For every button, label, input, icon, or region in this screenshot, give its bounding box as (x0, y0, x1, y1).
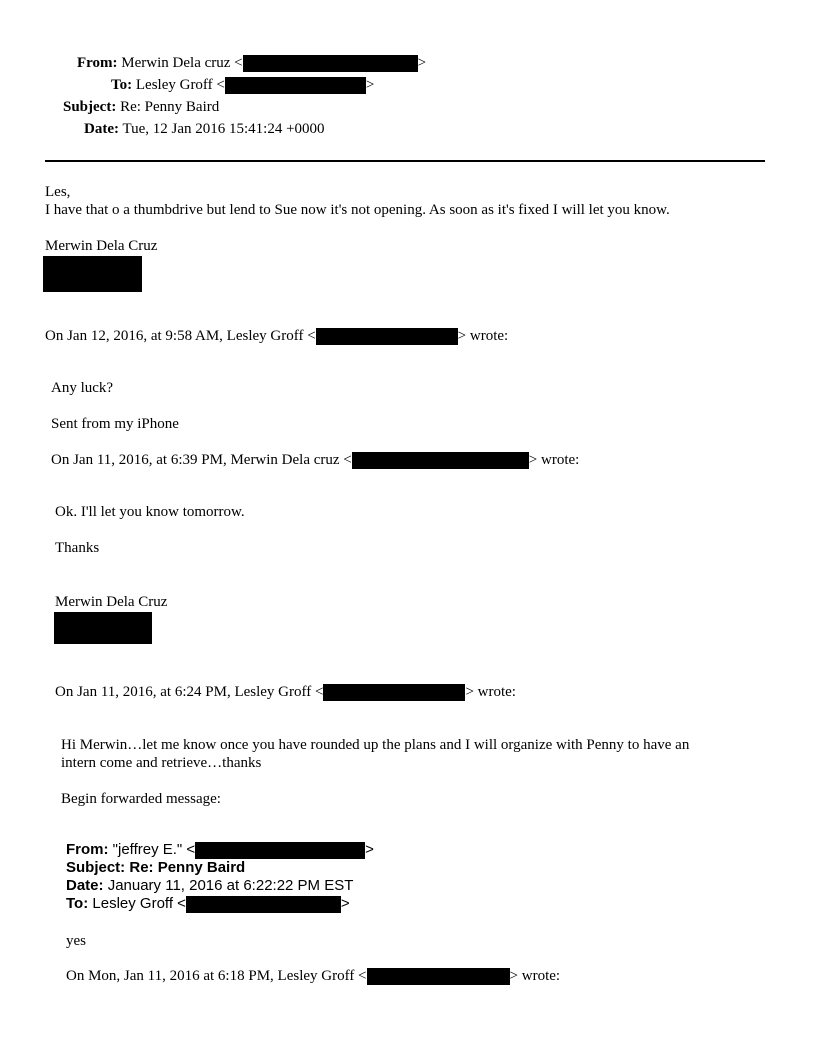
fwd-subject-value: Re: Penny Baird (129, 859, 246, 876)
redaction-block (54, 612, 152, 644)
fwd-to-row (66, 895, 350, 913)
signature: Merwin Dela Cruz (55, 594, 168, 610)
redaction-box (243, 55, 418, 72)
redaction-block (43, 256, 142, 292)
to-label: To: (111, 77, 133, 93)
subject-value: Re: Penny Baird (120, 99, 220, 115)
redaction-box (186, 896, 341, 913)
redaction-box (316, 328, 458, 345)
body-line: I have that o a thumbdrive but lend to Sue now it's not opening. As soon as it's fixed I will let you know. (45, 202, 670, 218)
header-to-row (111, 76, 374, 94)
fwd-subject-label: Subject: (66, 859, 126, 876)
quote-line: Hi Merwin…let me know once you have rounded up the plans and I will organize with Penny to have an (61, 737, 690, 753)
quote-intro (51, 451, 579, 469)
from-label: From: (77, 55, 118, 71)
fwd-from-label: From: (66, 841, 109, 858)
header-subject-row (63, 98, 219, 116)
redaction-box (225, 77, 366, 94)
fwd-date-row (66, 877, 353, 895)
close-bracket: > (365, 841, 374, 858)
quote-line: Any luck? (51, 380, 114, 396)
quote-intro (66, 967, 560, 985)
quote-intro-text: On Jan 12, 2016, at 9:58 AM, Lesley Groff < (45, 328, 316, 344)
quote-intro-suffix: > wrote: (509, 968, 561, 984)
fwd-from-row (66, 841, 374, 859)
to-value: Lesley Groff < (135, 77, 225, 93)
fwd-subject-row (66, 859, 245, 877)
redaction-box (195, 842, 365, 859)
quote-intro (55, 683, 516, 701)
quote-line: Thanks (55, 540, 100, 556)
redaction-box (352, 452, 529, 469)
quote-line: Sent from my iPhone (51, 416, 179, 432)
close-bracket: > (340, 895, 350, 912)
fwd-date-label: Date: (66, 877, 104, 894)
subject-label: Subject: (63, 99, 117, 115)
greeting: Les, (45, 184, 71, 200)
header-from-row (77, 54, 426, 72)
date-label: Date: (84, 121, 119, 137)
fwd-to-value: Lesley Groff < (92, 895, 186, 912)
fwd-from-value: "jeffrey E." < (112, 841, 196, 858)
fwd-date-value: January 11, 2016 at 6:22:22 PM EST (107, 877, 354, 894)
quote-intro-suffix: > wrote: (457, 328, 509, 344)
quote-intro-text: On Jan 11, 2016, at 6:24 PM, Lesley Groff < (55, 684, 324, 700)
header-date-row (84, 120, 325, 138)
redaction-box (367, 968, 510, 985)
redaction-box (323, 684, 465, 701)
quote-intro-suffix: > wrote: (528, 452, 580, 468)
header-divider (45, 160, 765, 162)
quote-intro (45, 327, 508, 345)
signature: Merwin Dela Cruz (45, 238, 158, 254)
quote-intro-suffix: > wrote: (465, 684, 516, 700)
quote-line: Ok. I'll let you know tomorrow. (55, 504, 245, 520)
quote-intro-text: On Mon, Jan 11, 2016 at 6:18 PM, Lesley Groff < (66, 968, 367, 984)
from-value: Merwin Dela cruz < (121, 55, 243, 71)
quote-intro-text: On Jan 11, 2016, at 6:39 PM, Merwin Dela cruz < (51, 452, 352, 468)
quote-line: intern come and retrieve…thanks (61, 755, 262, 771)
forwarded-label: Begin forwarded message: (61, 791, 221, 807)
fwd-reply: yes (66, 933, 86, 949)
fwd-to-label: To: (66, 895, 89, 912)
date-value: Tue, 12 Jan 2016 15:41:24 +0000 (122, 121, 325, 137)
close-bracket: > (417, 55, 427, 71)
close-bracket: > (365, 77, 375, 93)
